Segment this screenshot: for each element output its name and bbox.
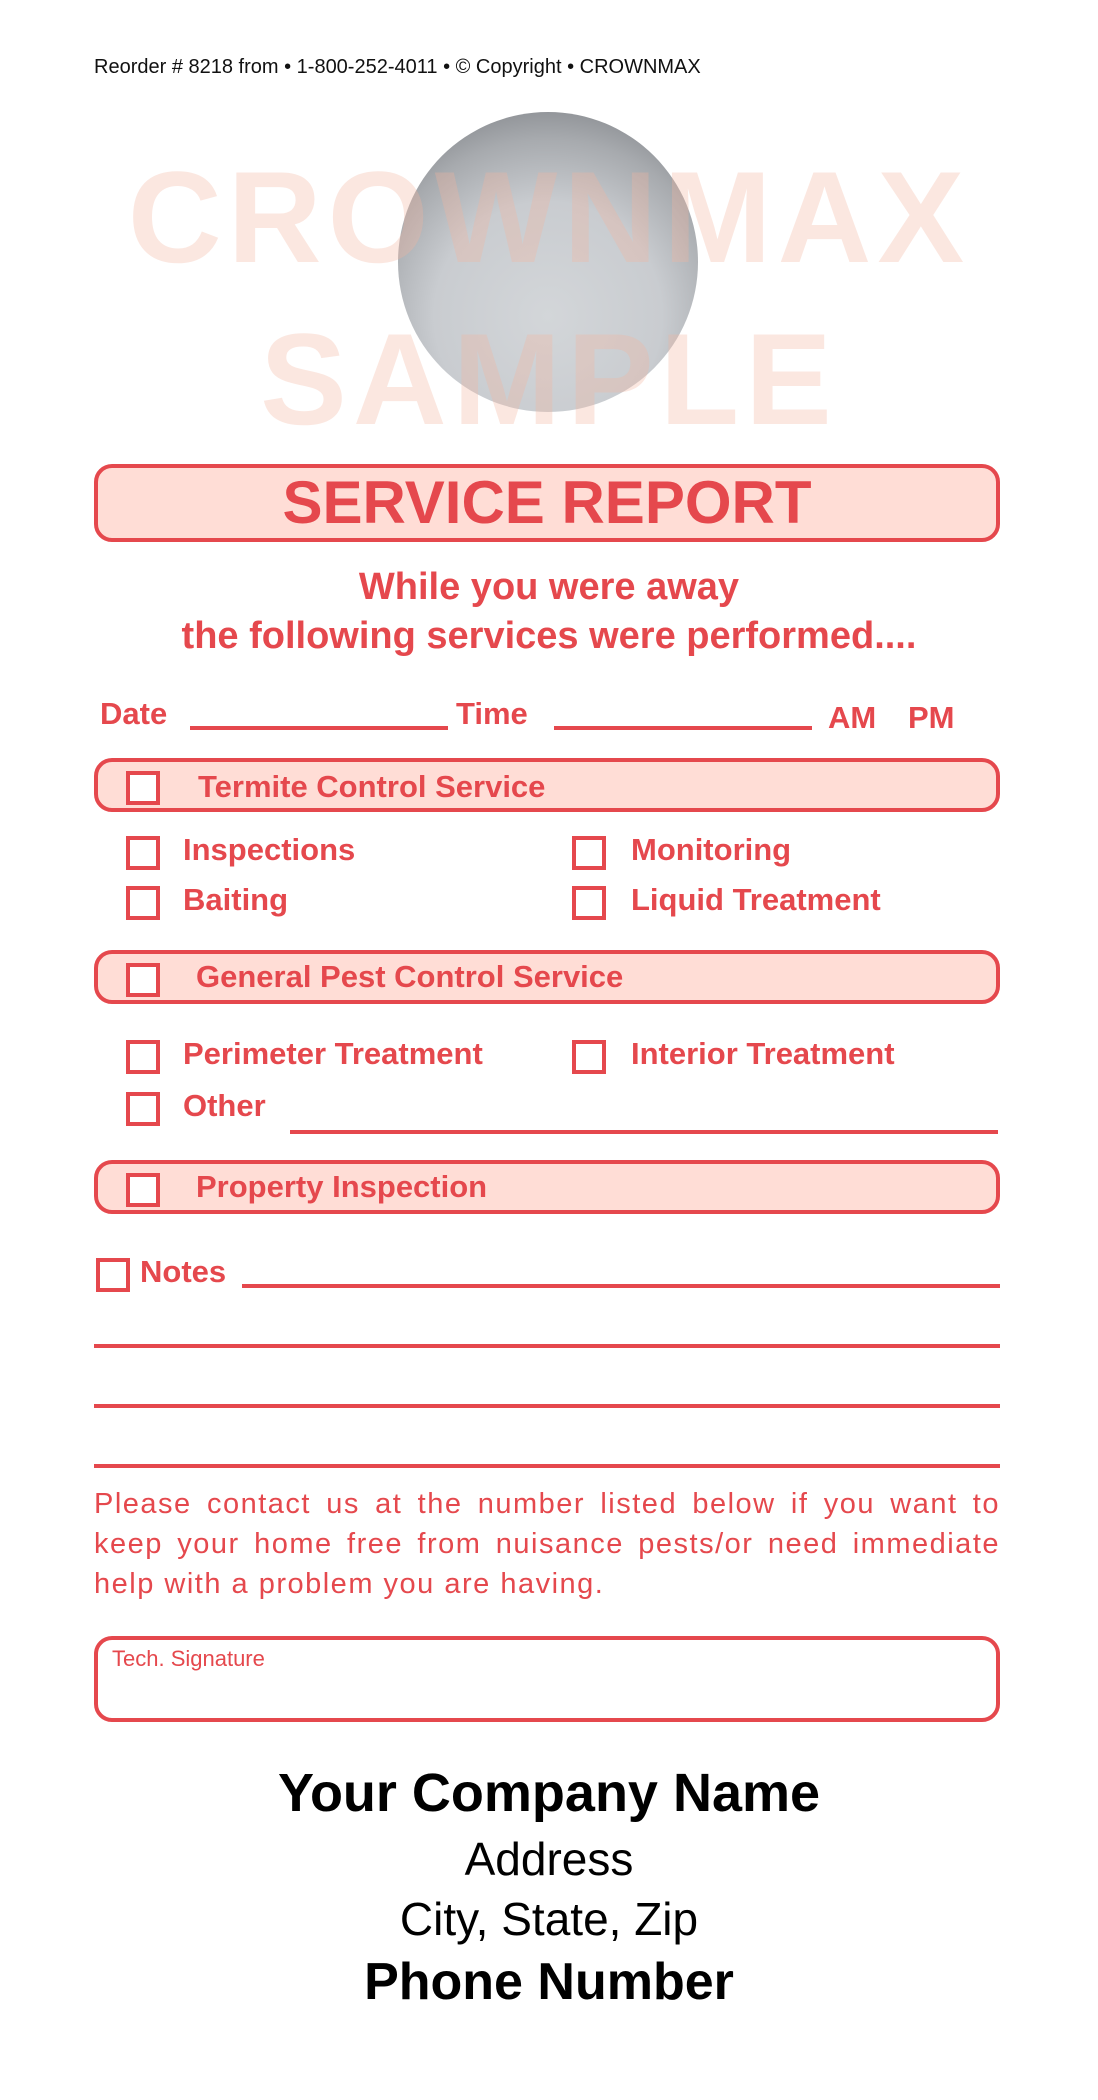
notes-line-4[interactable] — [94, 1464, 1000, 1468]
title-banner — [94, 464, 1000, 542]
other-label: Other — [183, 1088, 266, 1123]
general-section-label: General Pest Control Service — [196, 959, 624, 994]
termite-service-checkbox[interactable] — [126, 771, 160, 805]
time-field[interactable] — [554, 726, 812, 730]
date-field[interactable] — [190, 726, 448, 730]
baiting-checkbox[interactable] — [126, 886, 160, 920]
form-title: SERVICE REPORT — [282, 469, 812, 536]
company-address: Address — [464, 1833, 634, 1885]
other-field[interactable] — [290, 1130, 998, 1134]
termite-section-label: Termite Control Service — [198, 769, 546, 804]
company-phone: Phone Number — [364, 1953, 734, 2011]
other-checkbox[interactable] — [126, 1092, 160, 1126]
general-service-checkbox[interactable] — [126, 963, 160, 997]
subtitle-line-1: While you were away — [358, 566, 740, 608]
tech-signature-box[interactable] — [94, 1636, 1000, 1722]
general-section-banner — [94, 950, 1000, 1004]
monitoring-checkbox[interactable] — [572, 836, 606, 870]
company-name: Your Company Name — [277, 1763, 821, 1823]
baiting-label: Baiting — [183, 882, 289, 917]
liquid-treatment-checkbox[interactable] — [572, 886, 606, 920]
subtitle-line-2: the following services were performed.... — [181, 615, 917, 657]
contact-paragraph: Please contact us at the number listed below if you want to keep your home free from nuisance pests/or need immediate help with a problem you are having. — [94, 1488, 1000, 1600]
monitoring-label: Monitoring — [631, 832, 792, 867]
date-label: Date — [100, 696, 168, 731]
pm-option[interactable]: PM — [908, 700, 955, 735]
inspections-label: Inspections — [183, 832, 356, 867]
tech-signature-label: Tech. Signature — [112, 1646, 265, 1671]
reorder-info: Reorder # 8218 from • 1-800-252-4011 • © Copyright • CROWNMAX — [94, 56, 701, 78]
notes-line-3[interactable] — [94, 1404, 1000, 1408]
property-section-label: Property Inspection — [196, 1169, 488, 1204]
time-label: Time — [456, 696, 528, 731]
notes-label: Notes — [140, 1254, 227, 1289]
am-option[interactable]: AM — [828, 700, 877, 735]
notes-line-1[interactable] — [242, 1284, 1000, 1288]
perimeter-treatment-label: Perimeter Treatment — [183, 1036, 483, 1071]
watermark-line-2: SAMPLE — [260, 306, 838, 452]
property-section-banner — [94, 1160, 1000, 1214]
company-city-state-zip: City, State, Zip — [399, 1893, 699, 1945]
watermark-line-1: CROWNMAX — [127, 144, 971, 290]
notes-line-2[interactable] — [94, 1344, 1000, 1348]
interior-treatment-label: Interior Treatment — [631, 1036, 895, 1071]
notes-checkbox[interactable] — [96, 1258, 130, 1292]
inspections-checkbox[interactable] — [126, 836, 160, 870]
perimeter-treatment-checkbox[interactable] — [126, 1040, 160, 1074]
termite-section-banner — [94, 758, 1000, 812]
interior-treatment-checkbox[interactable] — [572, 1040, 606, 1074]
liquid-treatment-label: Liquid Treatment — [631, 882, 881, 917]
property-inspection-checkbox[interactable] — [126, 1173, 160, 1207]
